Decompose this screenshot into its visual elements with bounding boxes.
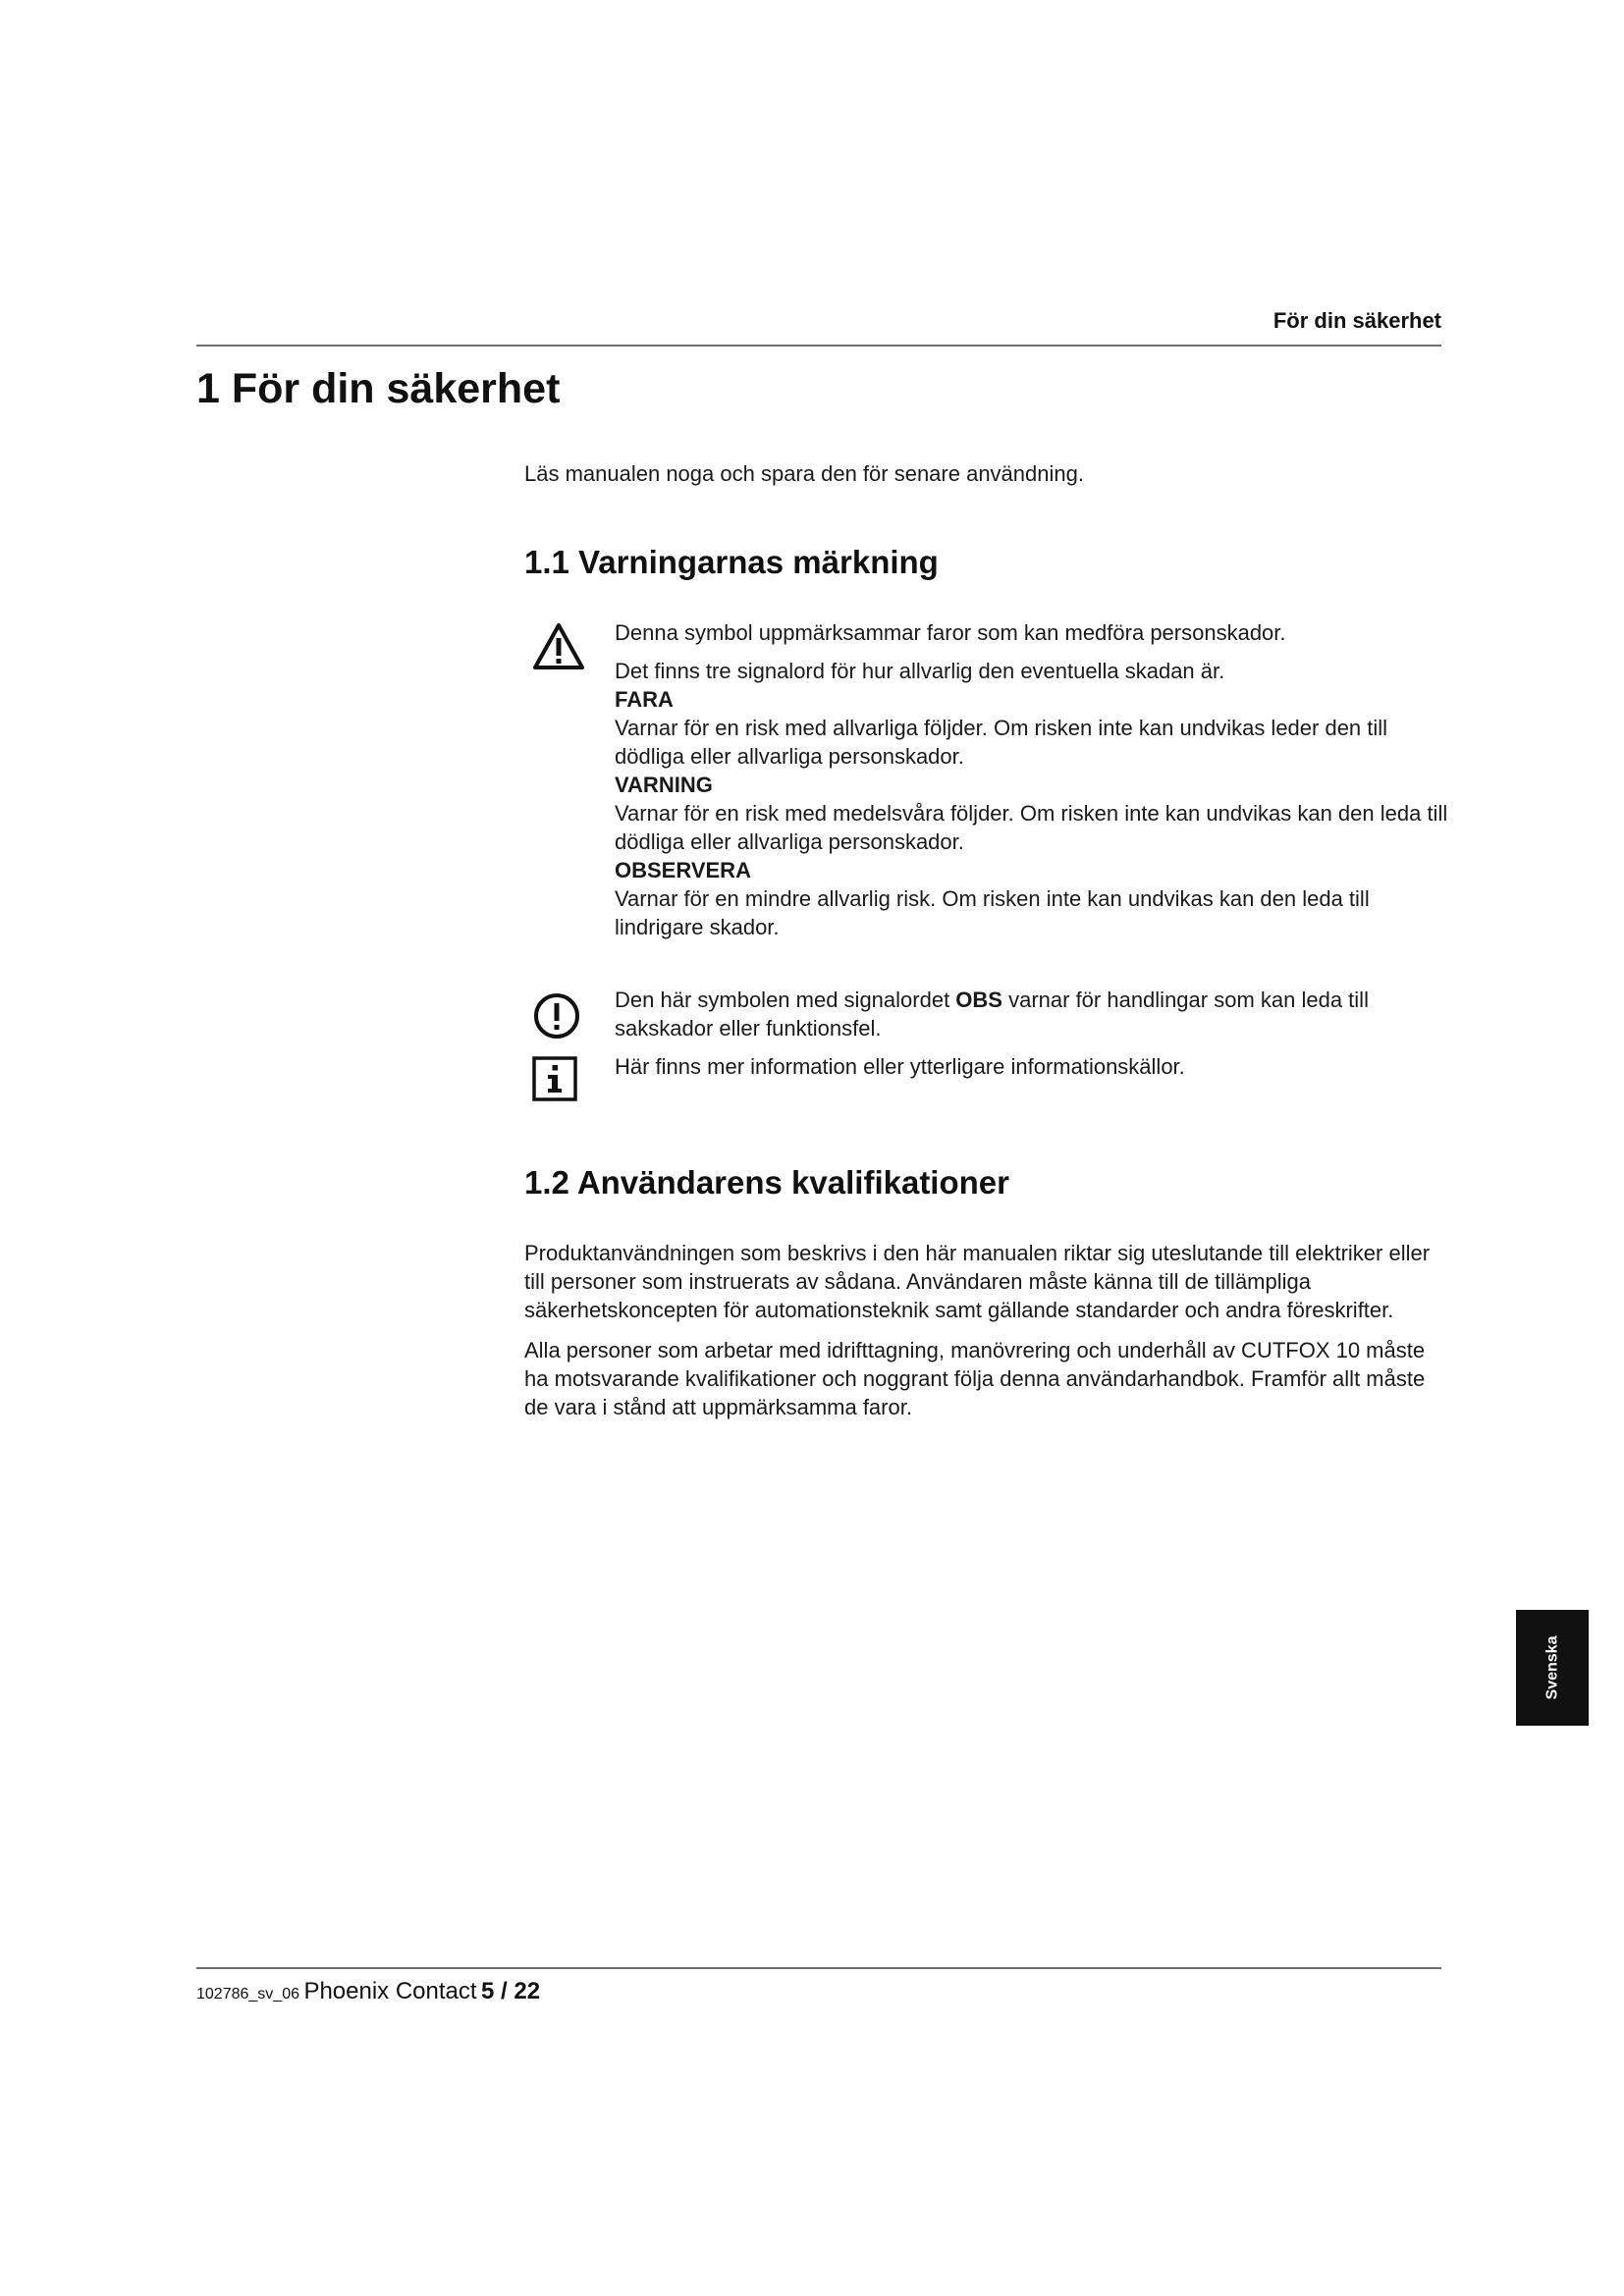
warning-triangle-icon xyxy=(532,622,585,676)
signal-intro: Det finns tre signalord för hur allvarlig den eventuella skadan är. xyxy=(615,659,1225,683)
language-tab xyxy=(1516,1610,1589,1726)
signal-word-varning: VARNING xyxy=(615,773,713,797)
signal-word-fara: FARA xyxy=(615,687,674,712)
notice-text-post: varnar för handlingar som kan leda till sakskador eller funktionsfel. xyxy=(615,988,1369,1041)
section-heading-warnings: 1.1 Varningarnas märkning xyxy=(524,544,939,580)
warning-description xyxy=(615,618,1449,941)
notice-keyword: OBS xyxy=(955,988,1002,1012)
language-tab-label: Svenska xyxy=(1543,1635,1560,1700)
header-rule xyxy=(196,345,1441,347)
footer-doc-id: 102786_sv_06 xyxy=(196,1986,299,2002)
signal-text-varning: Varnar för en risk med medelsvåra följder. Om risken inte kan undvikas kan den leda till dödliga eller allvarliga personskador. xyxy=(615,801,1448,854)
warning-intro: Denna symbol uppmärksammar faror som kan medföra personskador. xyxy=(615,620,1286,645)
chapter-intro: Läs manualen noga och spara den för senare användning. xyxy=(524,461,1084,486)
signal-text-fara: Varnar för en risk med allvarliga följder. Om risken inte kan undvikas leder den till dödliga eller allvarliga personskador. xyxy=(615,716,1388,769)
section-heading-qualifications: 1.2 Användarens kvalifikationer xyxy=(524,1164,1009,1201)
qualifications-paragraph-1: Produktanvändningen som beskrivs i den här manualen riktar sig uteslutande till elektriker eller till personer som instruerats av sådana. Användaren måste känna till de tillämpliga säkerhetskoncepten för automationsteknik samt gällande standarder och andra föreskrifter. xyxy=(524,1241,1431,1322)
footer-company: Phoenix Contact xyxy=(303,1978,477,2004)
notice-description xyxy=(615,986,1449,1042)
qualifications-body xyxy=(524,1239,1447,1433)
signal-word-observera: OBSERVERA xyxy=(615,858,751,882)
qualifications-paragraph-2: Alla personer som arbetar med idrifttagning, manövrering och underhåll av CUTFOX 10 måste ha motsvarande kvalifikationer och noggrant följa denna användarhandbok. Framför allt måste de vara i stånd att uppmärksamma faror. xyxy=(524,1338,1426,1419)
footer-page-number: 5 / 22 xyxy=(481,1978,541,2004)
info-icon xyxy=(532,1056,577,1106)
signal-text-observera: Varnar för en mindre allvarlig risk. Om risken inte kan undvikas kan den leda till lindrigare skador. xyxy=(615,886,1370,939)
chapter-title: 1 För din säkerhet xyxy=(196,365,561,412)
footer xyxy=(196,1978,540,2005)
notice-text-pre: Den här symbolen med signalordet xyxy=(615,988,956,1012)
running-header: För din säkerhet xyxy=(1272,308,1441,333)
info-description: Här finns mer information eller ytterligare informationskällor. xyxy=(615,1054,1185,1079)
exclamation-circle-icon xyxy=(532,991,581,1045)
footer-rule xyxy=(196,1967,1441,1969)
